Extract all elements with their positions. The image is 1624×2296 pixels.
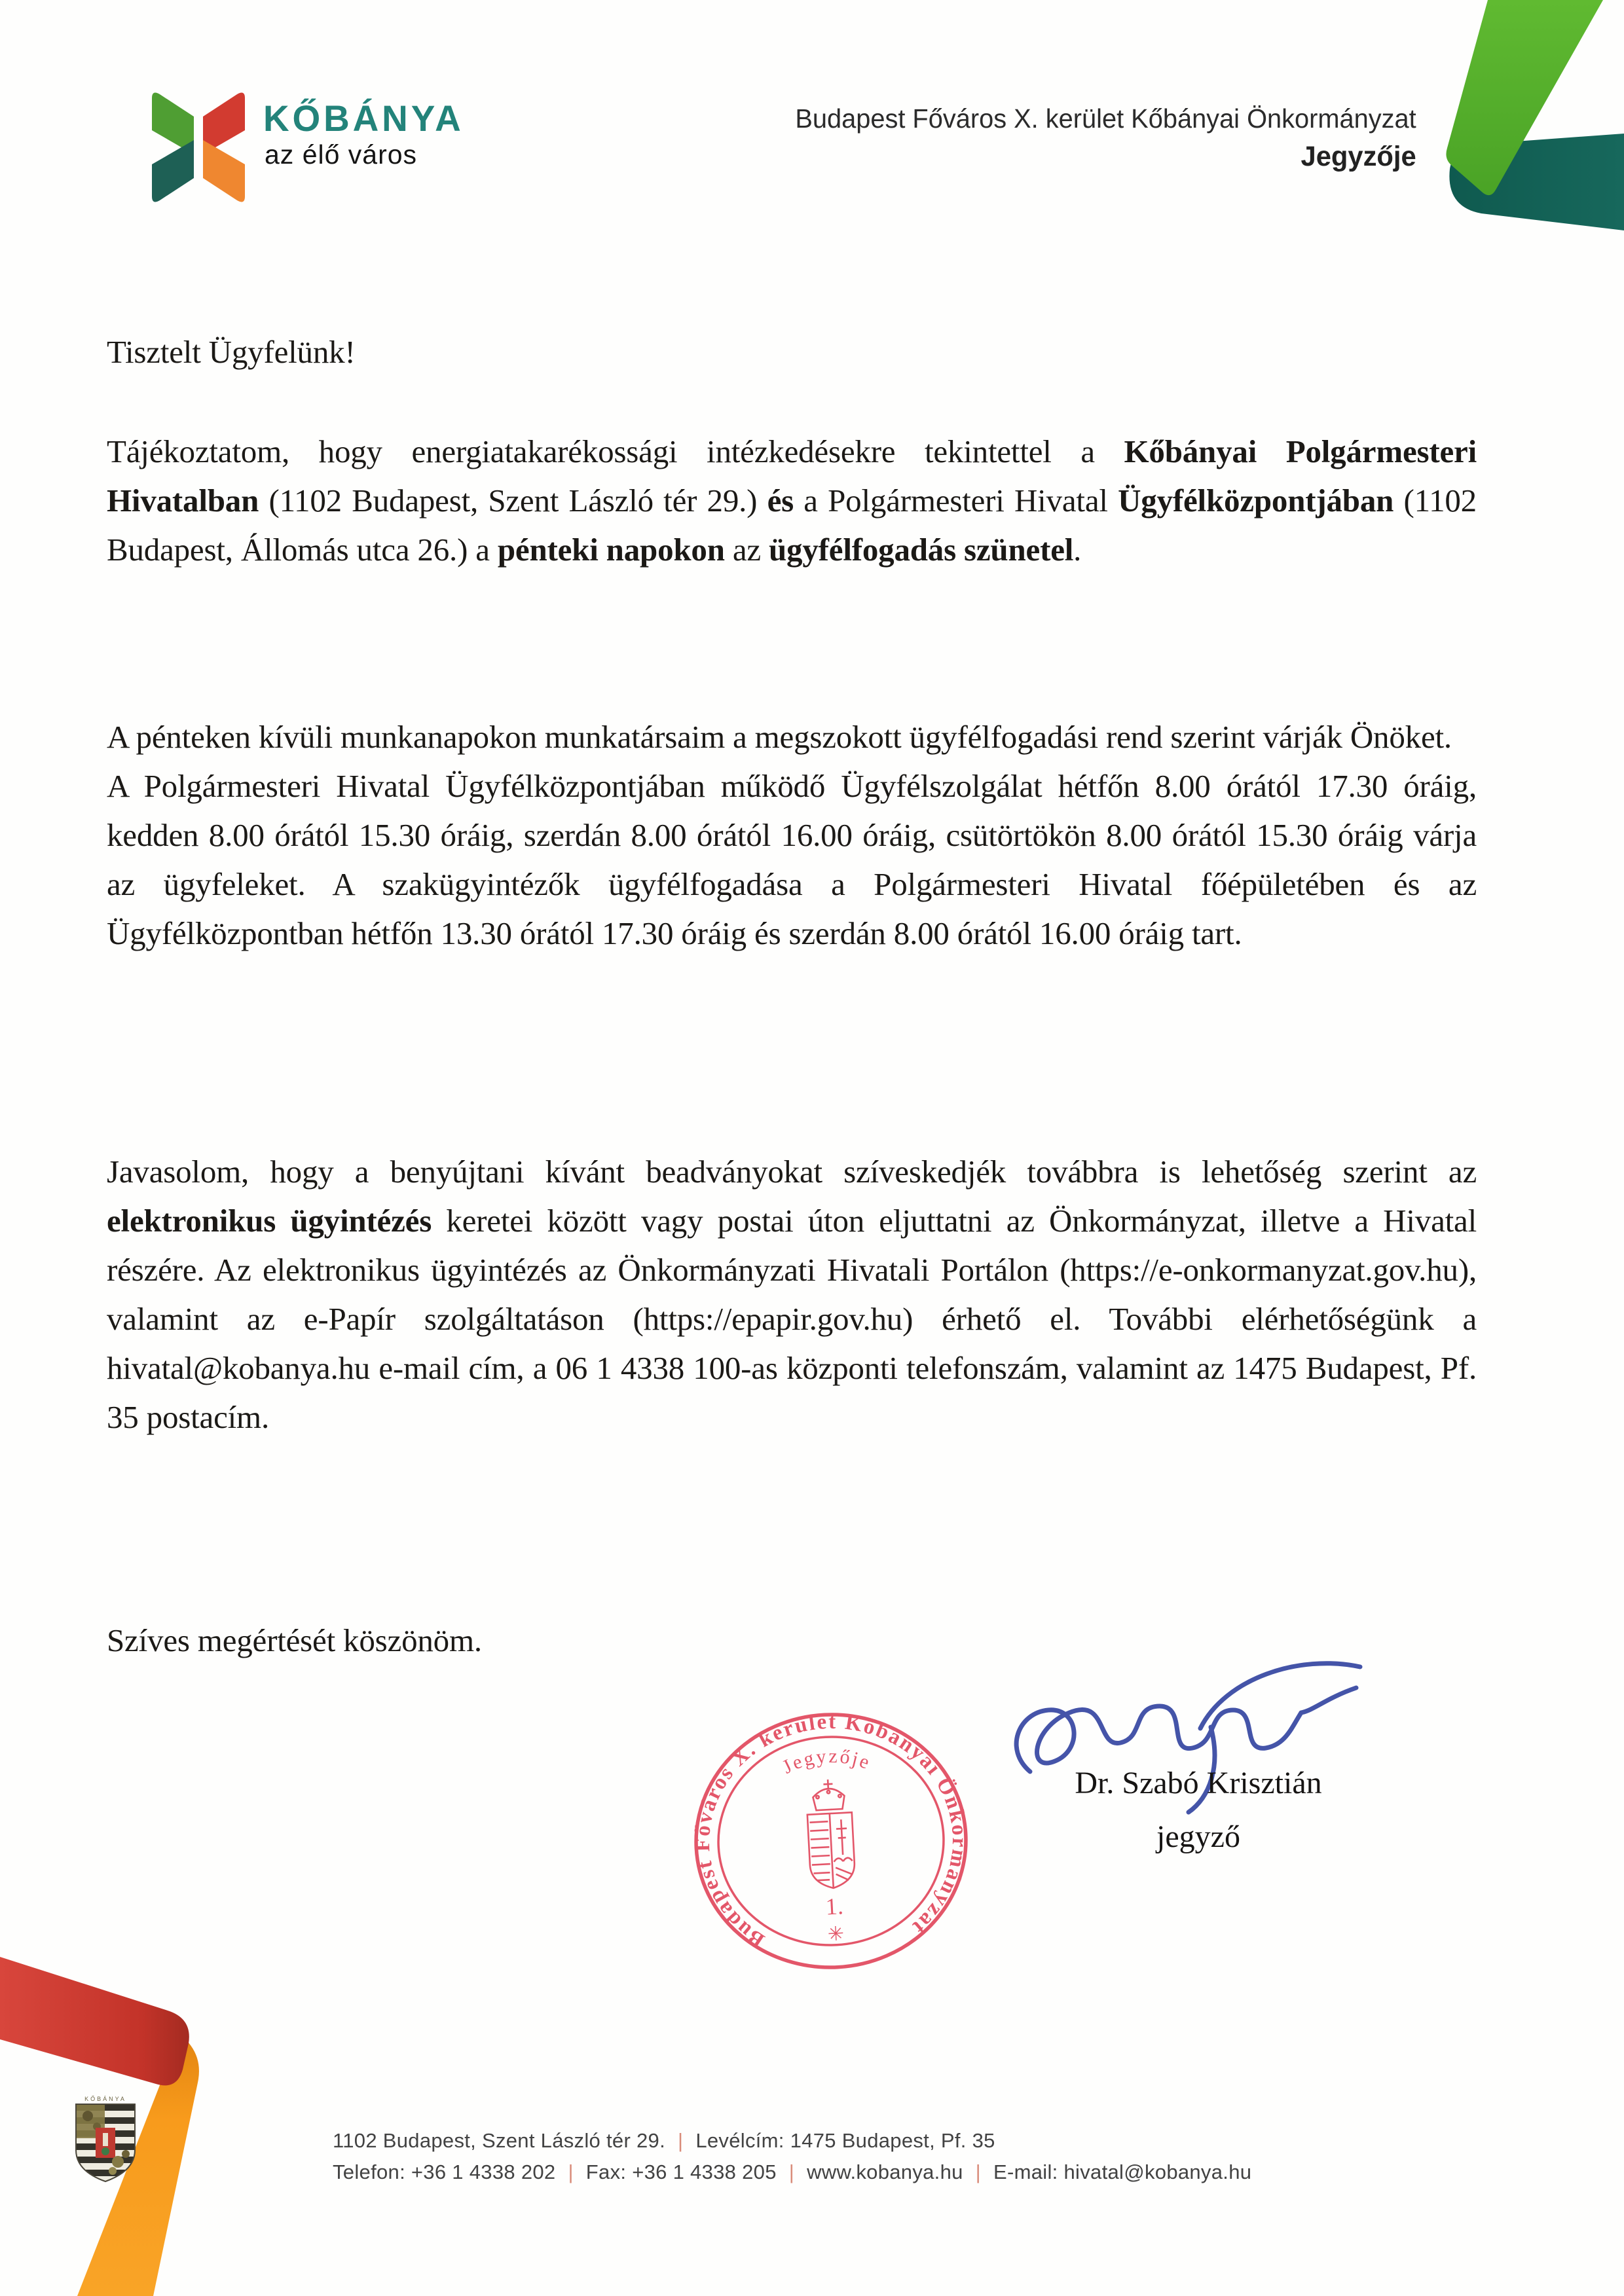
kobanya-coat-of-arms	[71, 2094, 140, 2184]
footer-separator: |	[975, 2160, 982, 2183]
signer-name: Dr. Szabó Krisztián	[1075, 1766, 1322, 1800]
logo-tagline: az élő város	[265, 139, 418, 170]
org-role: Jegyzője	[1301, 141, 1416, 172]
footer-separator: |	[677, 2129, 684, 2152]
footer-phone: Telefon: +36 1 4338 202	[333, 2160, 556, 2183]
kobanya-logo-icon	[147, 85, 252, 210]
footer-website: www.kobanya.hu	[807, 2160, 963, 2183]
logo-petal-teal	[152, 140, 194, 202]
logo-wordmark: KŐBÁNYA	[263, 98, 464, 139]
stamp-number: 1.	[824, 1893, 844, 1920]
org-name: Budapest Főváros X. kerület Kőbányai Önkormányzat	[795, 103, 1416, 134]
stamp-coat-of-arms	[805, 1778, 856, 1889]
stamp-inner-top-text: Jegyzője	[779, 1745, 874, 1778]
corner-ribbon-top-right	[1428, 0, 1624, 249]
official-round-stamp	[689, 1710, 973, 1975]
crest-caption: KŐBÁNYA	[84, 2096, 126, 2102]
footer-separator: |	[568, 2160, 574, 2183]
logo-petal-orange	[203, 140, 245, 202]
signature-main-stroke	[1016, 1706, 1301, 1772]
footer-contact-line	[333, 2160, 1251, 2184]
paragraph-2: A pénteken kívüli munkanapokon munkatársaim a megszokott ügyfélfogadási rend szerint várják Önöket.	[107, 719, 1452, 755]
footer-email: E-mail: hivatal@kobanya.hu	[993, 2160, 1252, 2183]
footer-address: 1102 Budapest, Szent László tér 29.	[333, 2129, 665, 2152]
paragraph-4: Javasolom, hogy a benyújtani kívánt beadványokat szíveskedjék továbbra is lehetőség szerint az elektronikus ügyintézés keretei között vagy postai úton eljuttatni az Önkormányzat, illetve a Hivatal részére. Az elektronikus ügyintézés az Önkormányzati Hivatali Portálon (https://e-onkormanyzat.gov.hu), valamint az e-Papír szolgáltatáson (https://epapir.gov.hu) érhető el. További elérhetőségünk a hivatal@kobanya.hu e-mail cím, a 06 1 4338 100-as központi telefonszám, valamint az 1475 Budapest, Pf. 35 postacím.	[107, 1154, 1477, 1435]
ribbon-red-band	[0, 1957, 189, 2085]
letterhead-org-block	[796, 100, 1416, 175]
paragraph-2-3	[107, 712, 1477, 958]
footer-fax: Fax: +36 1 4338 205	[585, 2160, 777, 2183]
stamp-ring-text: Budapest Főváros X. kerület Kőbányai Önkormányzat	[690, 1710, 972, 1952]
footer-separator: |	[788, 2160, 795, 2183]
paragraph-3: A Polgármesteri Hivatal Ügyfélközpontjában működő Ügyfélszolgálat hétfőn 8.00 órától 17.30 óráig, kedden 8.00 órától 15.30 óráig, szerdán 8.00 órától 16.00 óráig, csütörtökön 8.00 órától 15.30 óráig várja az ügyfeleket. A szakügyintézők ügyfélfogadása a Polgármesteri Hivatal főépületében és az Ügyfélközpontban hétfőn 13.30 órától 17.30 óráig és szerdán 8.00 órától 16.00 óráig tart.	[107, 768, 1477, 951]
paragraph-1: Tájékoztatom, hogy energiatakarékossági intézkedésekre tekintettel a Kőbányai Polgármesteri Hivatalban (1102 Budapest, Szent László tér 29.) és a Polgármesteri Hivatal Ügyfélközpontjában (1102 Budapest, Állomás utca 26.) a pénteki napokon az ügyfélfogadás szünetel.	[107, 433, 1477, 568]
salutation: Tisztelt Ügyfelünk!	[107, 334, 356, 370]
closing-line: Szíves megértését köszönöm.	[107, 1622, 482, 1658]
svg-text:Jegyzője	[779, 1743, 875, 1778]
stamp-star: ✳	[826, 1922, 845, 1946]
footer-mailing-address: Levélcím: 1475 Budapest, Pf. 35	[695, 2129, 995, 2152]
footer-address-line	[333, 2129, 995, 2153]
signer-role: jegyző	[1156, 1819, 1240, 1854]
signature-end-stroke	[1301, 1688, 1356, 1713]
